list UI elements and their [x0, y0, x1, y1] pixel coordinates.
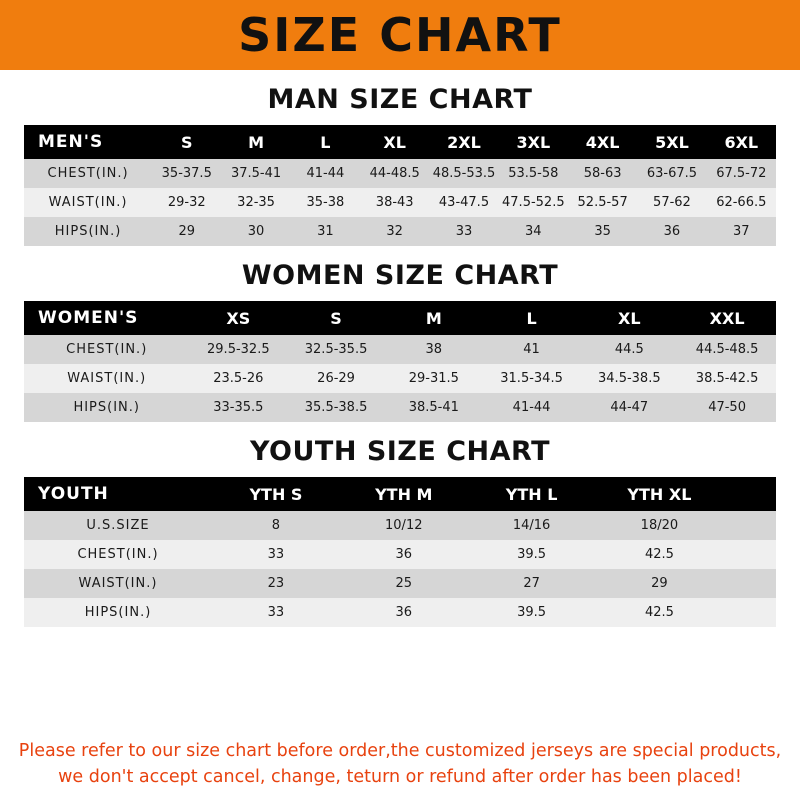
youth-r2c3: 29	[651, 576, 668, 591]
men-col-1: M	[248, 132, 265, 152]
women-r0c0: 29.5-32.5	[207, 342, 270, 357]
section-women	[0, 260, 800, 422]
women-r1c1: 26-29	[317, 371, 355, 386]
youth-r3c1: 36	[395, 605, 413, 620]
women-col-5: XXL	[709, 308, 745, 328]
youth-r2-spacer	[723, 569, 776, 598]
men-r0c8: 67.5-72	[716, 166, 767, 181]
women-r1c5: 38.5-42.5	[695, 371, 759, 386]
youth-r3c2: 39.5	[517, 605, 547, 620]
women-r2c1: 35.5-38.5	[304, 400, 368, 415]
women-col-4: XL	[618, 308, 641, 328]
men-r1c5: 47.5-52.5	[502, 195, 565, 210]
men-r0c1: 37.5-41	[230, 166, 282, 181]
disclaimer-line-2: we don't accept cancel, change, teturn or refund after order has been placed!	[58, 766, 742, 787]
table-row	[24, 335, 776, 364]
youth-r1c1: 36	[395, 547, 413, 562]
men-col-6: 4XL	[585, 132, 620, 152]
disclaimer-line-1: Please refer to our size chart before order,the customized jerseys are special products,	[18, 741, 782, 762]
women-row-2-label: HIPS(IN.)	[73, 400, 140, 415]
men-r2c4: 33	[455, 224, 473, 239]
section-youth	[0, 436, 800, 627]
women-col-3: L	[526, 308, 537, 328]
men-r0c3: 44-48.5	[369, 166, 420, 181]
men-r2c7: 36	[663, 224, 681, 239]
men-r2c3: 32	[386, 224, 403, 239]
table-row	[24, 159, 776, 188]
women-r0c5: 44.5-48.5	[695, 342, 759, 357]
table-row	[24, 598, 776, 627]
youth-r1c0: 33	[267, 547, 285, 562]
youth-r0c1: 10/12	[385, 518, 423, 533]
youth-row-0-label: U.S.SIZE	[86, 518, 150, 533]
men-col-8: 6XL	[724, 132, 759, 152]
table-row	[24, 217, 776, 246]
section-title-youth: YOUTH SIZE CHART	[249, 436, 551, 467]
men-col-5: 3XL	[516, 132, 551, 152]
men-col-7: 5XL	[655, 132, 689, 152]
men-r2c1: 30	[247, 224, 265, 239]
table-row	[24, 569, 776, 598]
men-r1c7: 57-62	[653, 195, 691, 210]
youth-r0c3: 18/20	[640, 518, 679, 533]
women-r0c1: 32.5-35.5	[304, 342, 368, 357]
men-r0c0: 35-37.5	[161, 166, 212, 181]
men-r1c0: 29-32	[167, 195, 206, 210]
women-r2c2: 38.5-41	[408, 400, 459, 415]
youth-r3c3: 42.5	[644, 605, 674, 620]
men-r1c6: 52.5-57	[577, 195, 628, 210]
youth-col-2: YTH L	[505, 484, 558, 504]
table-header-row	[24, 125, 776, 159]
women-r0c4: 44.5	[614, 342, 644, 357]
table-row	[24, 188, 776, 217]
men-r0c5: 53.5-58	[508, 166, 559, 181]
women-header-label: WOMEN'S	[38, 308, 139, 328]
men-r0c4: 48.5-53.5	[432, 166, 496, 181]
men-r0c6: 58-63	[583, 166, 622, 181]
men-col-2: L	[320, 132, 331, 152]
table-row	[24, 364, 776, 393]
section-title-men: MAN SIZE CHART	[267, 84, 533, 115]
youth-r1-spacer	[723, 540, 776, 569]
youth-r2c0: 23	[267, 576, 285, 591]
table-row	[24, 511, 776, 540]
section-men	[0, 84, 800, 246]
men-r1c1: 32-35	[237, 195, 275, 210]
youth-row-2-label: WAIST(IN.)	[78, 576, 158, 591]
women-r2c4: 44-47	[610, 400, 649, 415]
youth-header-label: YOUTH	[38, 484, 109, 504]
table-header-row	[24, 477, 776, 511]
men-size-table	[24, 125, 776, 246]
women-r2c5: 47-50	[708, 400, 746, 415]
youth-r1c2: 39.5	[517, 547, 547, 562]
men-col-4: 2XL	[447, 132, 481, 152]
men-r2c2: 31	[317, 224, 334, 239]
men-r0c7: 63-67.5	[646, 166, 698, 181]
women-r2c3: 41-44	[512, 400, 551, 415]
women-r1c0: 23.5-26	[213, 371, 264, 386]
table-row	[24, 393, 776, 422]
youth-r0c2: 14/16	[512, 518, 551, 533]
youth-r2c2: 27	[523, 576, 540, 591]
women-r1c3: 31.5-34.5	[500, 371, 563, 386]
youth-r0-spacer	[723, 511, 776, 540]
men-r2c5: 34	[525, 224, 542, 239]
youth-size-table	[24, 477, 776, 627]
men-r1c2: 35-38	[306, 195, 345, 210]
youth-r2c1: 25	[395, 576, 413, 591]
men-col-3: XL	[383, 132, 406, 152]
women-row-1-label: WAIST(IN.)	[67, 371, 147, 386]
women-col-0: XS	[226, 308, 251, 328]
women-col-2: M	[425, 308, 442, 328]
youth-row-1-label: CHEST(IN.)	[77, 547, 159, 562]
women-row-0-label: CHEST(IN.)	[66, 342, 148, 357]
men-row-1-label: WAIST(IN.)	[48, 195, 128, 210]
women-r2c0: 33-35.5	[213, 400, 264, 415]
women-r0c3: 41	[523, 342, 540, 357]
table-row	[24, 540, 776, 569]
youth-col-3: YTH XL	[627, 484, 692, 504]
page-header	[0, 0, 800, 70]
men-col-0: S	[180, 132, 193, 152]
men-r1c4: 43-47.5	[438, 195, 490, 210]
men-r1c3: 38-43	[375, 195, 414, 210]
youth-r1c3: 42.5	[644, 547, 674, 562]
youth-col-spacer	[723, 477, 776, 511]
women-r1c2: 29-31.5	[408, 371, 459, 386]
page-title: SIZE CHART	[238, 8, 562, 62]
women-col-1: S	[330, 308, 342, 328]
men-r0c2: 41-44	[306, 166, 345, 181]
men-r2c6: 35	[594, 224, 611, 239]
women-r1c4: 34.5-38.5	[598, 371, 661, 386]
section-title-women: WOMEN SIZE CHART	[241, 260, 559, 291]
women-size-table	[24, 301, 776, 422]
youth-r0c0: 8	[271, 518, 281, 533]
youth-col-0: YTH S	[249, 484, 303, 504]
youth-r3-spacer	[723, 598, 776, 627]
youth-r3c0: 33	[267, 605, 285, 620]
men-r2c8: 37	[733, 224, 750, 239]
men-r1c8: 62-66.5	[716, 195, 767, 210]
men-r2c0: 29	[178, 224, 196, 239]
youth-row-3-label: HIPS(IN.)	[84, 605, 152, 620]
men-row-0-label: CHEST(IN.)	[47, 166, 129, 181]
women-r0c2: 38	[425, 342, 443, 357]
youth-col-1: YTH M	[375, 484, 433, 504]
table-header-row	[24, 301, 776, 335]
men-header-label: MEN'S	[38, 132, 104, 152]
men-row-2-label: HIPS(IN.)	[54, 224, 122, 239]
disclaimer-note	[0, 739, 800, 790]
